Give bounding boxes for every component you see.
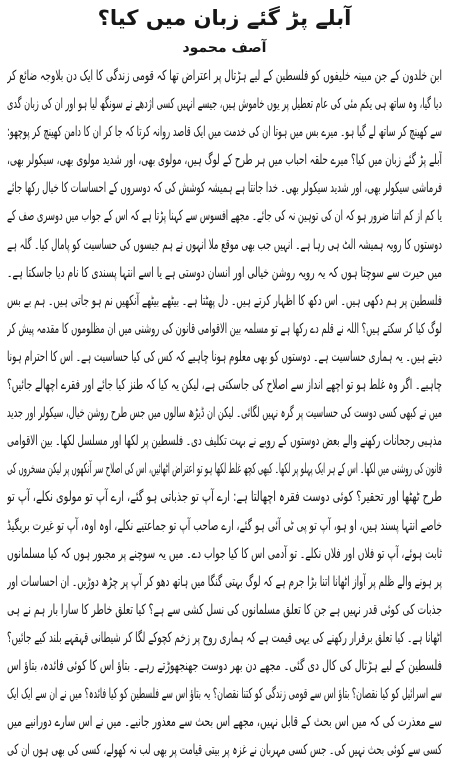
body-line: آبلے پڑ گئے زبان میں کیا؟ میرے حلقہ احباب میں ہر طرح کے لوگ ہیں، مولوی بھی، اور شدید مولوی بھی، سیکولر بھی، [7,152,442,169]
paragraph [7,62,442,287]
article-title: آبلے پڑ گئے زبان میں کیا؟ [97,6,352,30]
body-line: فلسطین پر ہم دکھی ہیں۔ اس دکھ کا اظہار کرتے ہیں۔ دل پھٹتا ہے۔ بیٹھے بیٹھے آنکھیں نم ہو جاتی ہیں۔ ہم بے بس [7,292,442,309]
paragraph [7,287,442,652]
body-line: کسی سے کوئی بحث نہیں کی۔ جس کسی مہربان نے غزہ پر بیتی قیامت پر بھی لب نہ کھولے، کسی کی بھی ہوں ان کی [7,742,442,759]
paragraph [7,652,442,764]
body-line: جذبات کی کوئی قدر نہیں ہے جن کا تعلق مسلمانوں کی نسل کشی سے ہے؟ کیا تعلق خاطر کا سارا بار ہم نے ہی [7,601,442,618]
body-line: خاصے انتہا پسند ہیں، او ہو، آپ تو پی ٹی آئی ہو گئے، ارے صاحب آپ تو جماعتیے نکلے، اوہ اوہ، آپ تو غیرت بریگیڈ [7,517,442,534]
body-line: فرماشی سیکولر بھی، اور شدید سیکولر بھی۔ خدا جانتا ہے ہمیشہ کوشش کی کہ دوسروں کے احساسات کا خیال رکھا جائے [7,180,442,197]
body-line: طرح ٹھٹھا اور تحقیر؟ کوئی دوست فقرہ اچھالتا ہے: ارے آپ تو جذباتی ہو گئے، ارے آپ تو مولوی نکلے، آپ تو [7,489,442,506]
body-line: دیا گیا، وہ ساتھ ہی یکم مئی کی عام تعطیل پر یوں خاموش ہیں، جیسے انہیں کسی اژدھے نے سونگھ لیا ہو اور ان کی زبان گدی [7,96,442,113]
body-line: مذہبی رجحانات رکھنے والے بعض دوستوں کے رویے نے بہت تکلیف دی۔ فلسطین پر لکھا اور مسلسل لکھا۔ بین الاقوامی [7,433,442,450]
body-line: سے معذرت کی کہ میں اس بحث کے قابل نہیں، مجھے اس بحث سے معذور جانیے۔ میں نے اس سارے دورانیے میں [7,714,442,731]
body-line: ثابت ہوئے، آپ تو فلاں اور فلاں نکلے۔ تو آدمی اس کا کیا جواب دے۔ میں یہ سوچنے پر مجبور ہوں کہ کیا مسلمانوں [7,545,442,562]
body-line: سے کھینچ کر ساتھ لے گیا ہو۔ میرے بس میں ہوتا ان کی خدمت میں ایک قاصد روانہ کرتا کہ جا کر ان کا دامن کھینچ کر پوچھو: [7,124,442,141]
article-author: آصف محمود [182,40,267,56]
body-line: یا کم از کم اتنا ضرور ہو کہ ان کی توہین نہ کی جائے۔ مجھے افسوس سے کہنا پڑتا ہے کہ اس کے جواب میں دوسری صف کے [7,208,442,225]
body-line: دوستوں کا رویہ ہمیشہ الٹ ہی رہا ہے۔ انہیں جب بھی موقع ملا انہوں نے ہم جیسوں کی حساسیت کو پامال کیا۔ گلہ ہے [7,236,442,253]
article-body [7,62,442,764]
body-line: لوگ کیا کر سکتے ہیں؟ اللہ نے قلم دے رکھا ہے تو مسلمہ بین الاقوامی قانون کی روشنی میں ان مظلوموں کا مقدمہ پیش کر [7,320,442,337]
body-line: میں حیرت سے سوچتا ہوں کہ یہ رویہ روشن خیالی اور انسان دوستی ہے یا اسے انتہا پسندی کا نام دیا جاسکتا ہے۔ [7,264,442,281]
body-line: ابن خلدون کے جن مبینہ خلیفوں کو فلسطین کے لیے ہڑتال پر اعتراض تھا کہ قومی زندگی کا ایک دن بلاوجہ ضائع کر [7,68,442,84]
body-line: قانون کی روشنی میں لکھا۔ اس کے ہر ایک پہلو پر لکھا۔ کبھی کچھ غلط لکھا ہو تو اعتراض اٹھائیں، اس کی اصلاح سر آنکھوں پر لیکن مسخروں کی [7,461,442,478]
body-line: میں نے کبھی کسی دوست کی حساسیت پر گرہ نہیں لگائی۔ لیکن ان ڈیڑھ سالوں میں جس طرح روشن خیال، سیکولر اور جدید [7,405,442,422]
body-line: سے اسرائیل کو کیا نقصان؟ بتاؤ اس سے قومی زندگی کو کتنا نقصان؟ یہ بتاؤ اس سے فلسطین کو کیا فائدہ؟ میں نے ان سے ایک ایک [7,686,442,703]
body-line: چاہیے۔ اگر وہ غلط ہو تو اچھے انداز سے اصلاح کی جاسکتی ہے، لیکن یہ کیا کہ طنز کیا جائے اور فقرے اچھالے جائیں؟ [7,377,442,394]
body-line: پر ہونے والے ظلم پر آواز اٹھانا اتنا بڑا جرم ہے کہ لوگ بہتی گنگا میں ہاتھ دھو کر آپ پر چڑھ دوڑیں۔ ان احساسات اور [7,573,442,590]
body-line: اٹھانا ہے۔ کیا تعلق برقرار رکھنے کی یہی قیمت ہے کہ ہماری روح پر زخم کچوکے لگا کر شیطانی قہقہے بلند کیے جائیں؟ [7,629,442,646]
body-line: فلسطین کے لیے ہڑتال کی کال دی گئی۔ مجھے دن بھر دوست جھنجھوڑتے رہے۔ بتاؤ اس کا کوئی فائدہ، بتاؤ اس [7,657,442,674]
body-line: دیتے ہیں۔ یہ ہماری حساسیت ہے۔ دوستوں کو بھی معلوم ہونا چاہیے کہ کس کی کیا حساسیت ہے۔ اس کا احترام ہونا [7,348,442,365]
